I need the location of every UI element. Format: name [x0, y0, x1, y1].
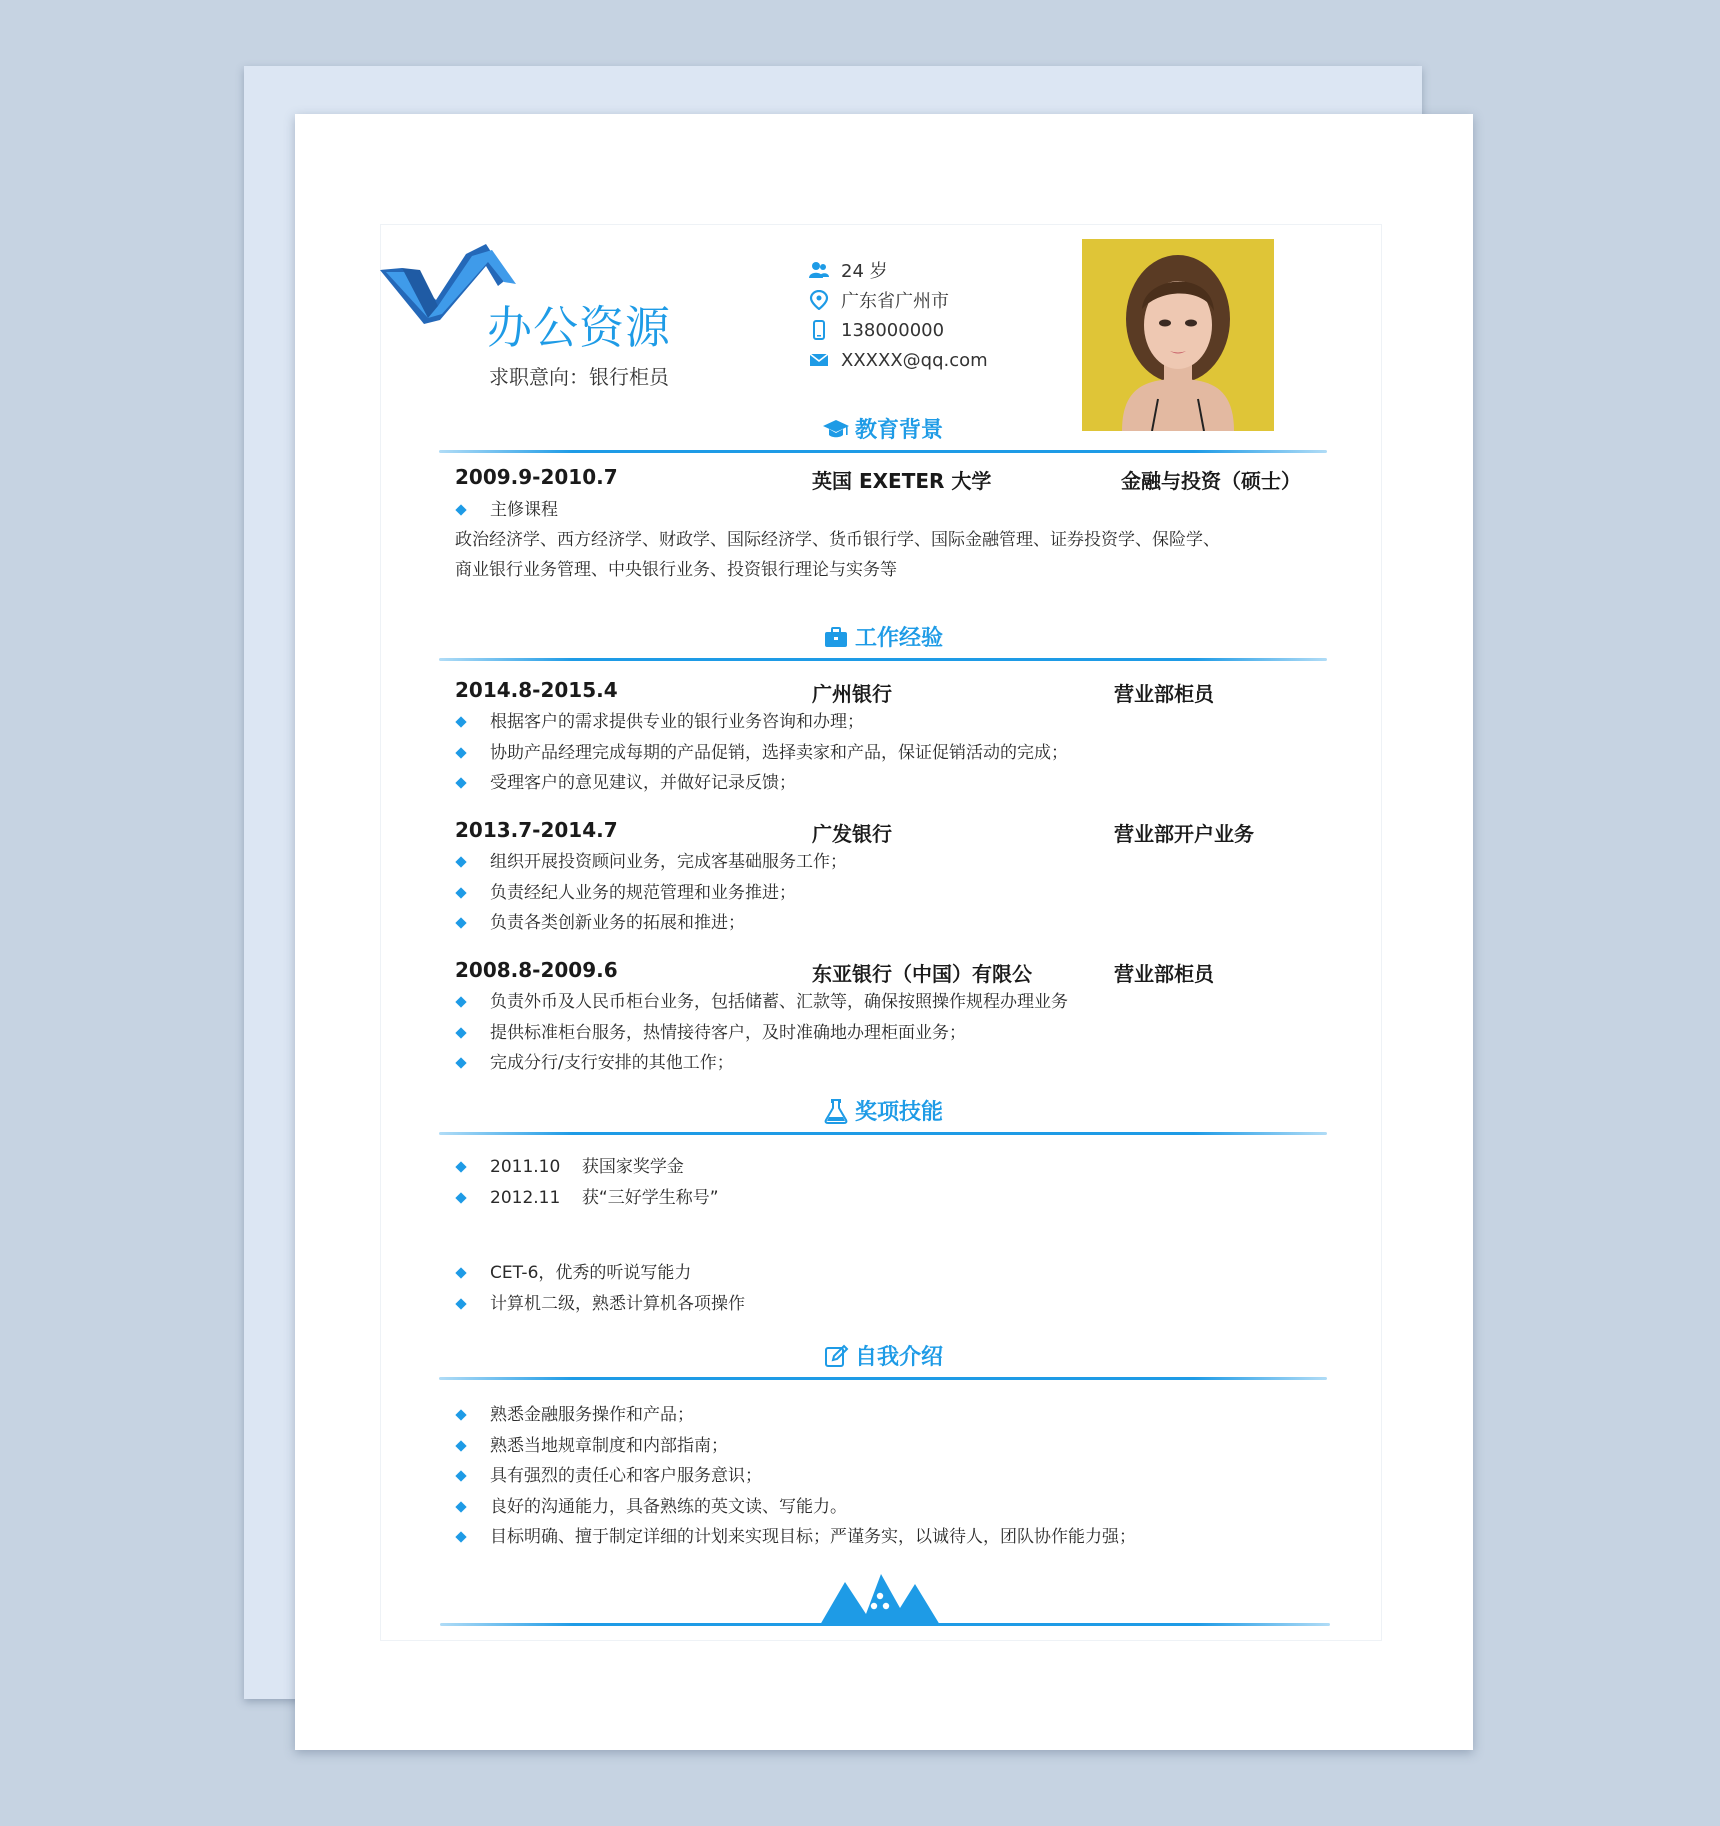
location-text: 广东省广州市 — [841, 291, 949, 312]
diamond-bullet-icon — [455, 777, 466, 788]
list-item: 熟悉当地规章制度和内部指南； — [455, 1431, 1315, 1462]
diamond-bullet-icon — [455, 1298, 466, 1309]
education-section-header — [439, 413, 1327, 453]
email-row — [809, 345, 988, 375]
list-item: 组织开展投资顾问业务，完成客基础服务工作； — [455, 847, 1315, 878]
education-period: 2009.9-2010.7 — [455, 465, 618, 489]
job-period: 2008.8-2009.6 — [455, 958, 618, 982]
education-entry — [455, 465, 1301, 493]
courses-line: 政治经济学、西方经济学、财政学、国际经济学、货币银行学、国际金融管理、证券投资学、保险学、 — [455, 530, 1220, 550]
diamond-bullet-icon — [455, 1192, 466, 1203]
job-duties-list — [455, 987, 1315, 1079]
diamond-bullet-icon — [455, 917, 466, 928]
phone-text: 138000000 — [841, 319, 945, 341]
work-section-header — [439, 621, 1327, 661]
job-role: 营业部柜员 — [1114, 962, 1214, 986]
job-period: 2014.8-2015.4 — [455, 678, 618, 702]
list-item: 目标明确、擅于制定详细的计划来实现目标；严谨务实，以诚待人，团队协作能力强； — [455, 1522, 1315, 1553]
job-period: 2013.7-2014.7 — [455, 818, 618, 842]
diamond-bullet-icon — [455, 1057, 466, 1068]
education-courses-list — [455, 495, 1315, 526]
company-title: 办公资源 — [487, 301, 672, 354]
awards-title: 奖项技能 — [854, 1100, 943, 1125]
list-item: 主修课程 — [455, 495, 1315, 526]
list-item: 良好的沟通能力，具备熟练的英文读、写能力。 — [455, 1492, 1315, 1523]
list-item: 2011.10 获国家奖学金 — [455, 1152, 1315, 1183]
diamond-bullet-icon — [455, 1409, 466, 1420]
phone-row — [809, 315, 988, 345]
list-item: 计算机二级，熟悉计算机各项操作 — [455, 1289, 1315, 1320]
skills-list — [455, 1258, 1315, 1319]
list-item: 协助产品经理完成每期的产品促销，选择卖家和产品，保证促销活动的完成； — [455, 738, 1315, 769]
mail-icon — [809, 350, 829, 370]
courses-line: 商业银行业务管理、中央银行业务、投资银行理论与实务等 — [455, 560, 897, 580]
profile-photo — [1082, 239, 1274, 431]
awards-section-header — [439, 1095, 1327, 1135]
diamond-bullet-icon — [455, 887, 466, 898]
education-title: 教育背景 — [854, 418, 943, 443]
education-school: 英国 EXETER 大学 — [812, 469, 992, 493]
job-intent: 求职意向：银行柜员 — [489, 365, 669, 389]
diamond-bullet-icon — [455, 1161, 466, 1172]
list-item: 负责各类创新业务的拓展和推进； — [455, 908, 1315, 939]
job-role: 营业部柜员 — [1114, 682, 1214, 706]
intro-list — [455, 1400, 1315, 1553]
list-item: 负责经纪人业务的规范管理和业务推进； — [455, 878, 1315, 909]
diamond-bullet-icon — [455, 856, 466, 867]
list-item: 2012.11 获“三好学生称号” — [455, 1183, 1315, 1214]
list-item: 完成分行/支行安排的其他工作； — [455, 1048, 1315, 1079]
education-divider — [439, 450, 1327, 453]
mountain-footer-icon — [440, 1568, 1330, 1628]
briefcase-icon — [823, 624, 849, 650]
education-degree: 金融与投资（硕士） — [1121, 469, 1301, 493]
flask-icon — [823, 1098, 849, 1124]
job-company: 广发银行 — [812, 822, 892, 846]
diamond-bullet-icon — [455, 1440, 466, 1451]
location-row — [809, 285, 988, 315]
list-item: 负责外币及人民币柜台业务，包括储蓄、汇款等，确保按照操作规程办理业务 — [455, 987, 1315, 1018]
diamond-bullet-icon — [455, 996, 466, 1007]
intro-section-header — [439, 1340, 1327, 1380]
edit-icon — [823, 1343, 849, 1369]
diamond-bullet-icon — [455, 1267, 466, 1278]
work-title: 工作经验 — [854, 626, 943, 651]
list-item: 受理客户的意见建议，并做好记录反馈； — [455, 768, 1315, 799]
job-entry — [455, 818, 1295, 846]
user-icon — [809, 260, 829, 280]
age-row — [809, 255, 988, 285]
awards-list — [455, 1152, 1315, 1213]
job-duties-list — [455, 707, 1315, 799]
diamond-bullet-icon — [455, 1531, 466, 1542]
job-role: 营业部开户业务 — [1114, 822, 1254, 846]
location-pin-icon — [809, 290, 829, 310]
list-item: 根据客户的需求提供专业的银行业务咨询和办理； — [455, 707, 1315, 738]
contact-info — [809, 255, 988, 375]
job-entry — [455, 958, 1295, 986]
awards-divider — [439, 1132, 1327, 1135]
list-item: CET-6，优秀的听说写能力 — [455, 1258, 1315, 1289]
diamond-bullet-icon — [455, 1027, 466, 1038]
diamond-bullet-icon — [455, 504, 466, 515]
job-company: 东亚银行（中国）有限公 — [812, 962, 1032, 986]
diamond-bullet-icon — [455, 1470, 466, 1481]
diamond-bullet-icon — [455, 1501, 466, 1512]
job-entry — [455, 678, 1295, 706]
resume-page — [295, 114, 1473, 1750]
graduation-cap-icon — [823, 416, 849, 442]
diamond-bullet-icon — [455, 716, 466, 727]
job-duties-list — [455, 847, 1315, 939]
work-divider — [439, 658, 1327, 661]
diamond-bullet-icon — [455, 747, 466, 758]
email-text: XXXXX@qq.com — [841, 349, 988, 371]
list-item: 熟悉金融服务操作和产品； — [455, 1400, 1315, 1431]
list-item: 提供标准柜台服务，热情接待客户，及时准确地办理柜面业务； — [455, 1018, 1315, 1049]
phone-icon — [809, 320, 829, 340]
resume-content — [380, 224, 1382, 1641]
job-company: 广州银行 — [812, 682, 892, 706]
education-courses-text — [455, 525, 1315, 585]
intro-title: 自我介绍 — [854, 1345, 943, 1370]
age-text: 24 岁 — [841, 261, 888, 282]
list-item: 具有强烈的责任心和客户服务意识； — [455, 1461, 1315, 1492]
intro-divider — [439, 1377, 1327, 1380]
